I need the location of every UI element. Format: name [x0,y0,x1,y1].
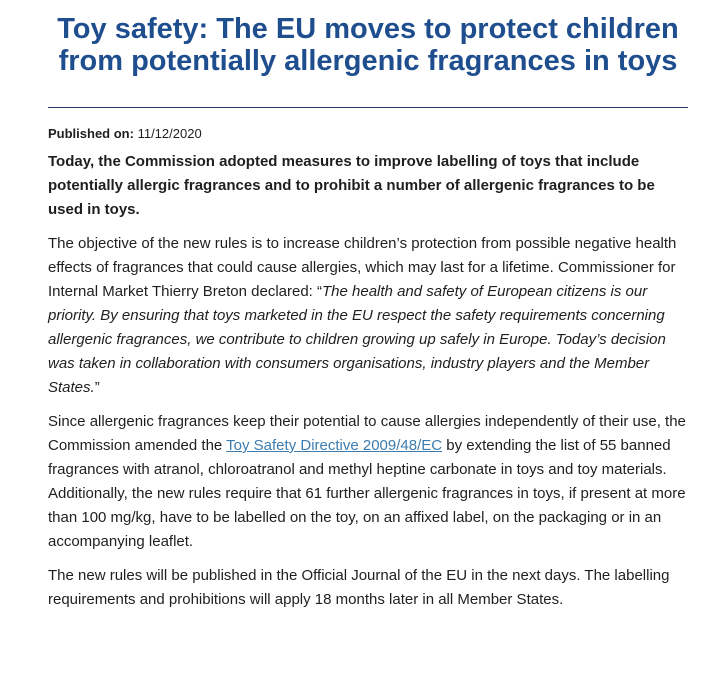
paragraph-directive [48,410,688,554]
paragraph-objective [48,232,688,400]
publication-info [48,126,688,142]
paragraph-directive-after: by extending the list of 55 banned fragrances with atranol, chloroatranol and methyl heptine carbonate in toys and toy materials. Additionally, the new rules require that 61 further allergenic fragrances in toys, if present at more than 100 mg/kg, have to be labelled on the toy, on an affixed label, on the packaging or in an accompanying leaflet. [48,437,686,550]
paragraph-objective-intro: The objective of the new rules is to increase children’s protection from possible negative health effects of fragrances that could cause allergies, which may last for a lifetime. Commissioner for Internal Market Thierry Breton declared: “ [48,235,677,300]
quote-close-mark: ” [94,379,100,396]
published-date: 11/12/2020 [137,126,202,141]
toy-safety-directive-link[interactable]: Toy Safety Directive 2009/48/EC [226,437,443,454]
published-label: Published on: [48,126,134,141]
commissioner-quote: The health and safety of European citizens is our priority. By ensuring that toys marketed in the EU respect the safety requirements concerning allergenic fragrances, we contribute to children growing up safely in Europe. Today’s decision was taken in collaboration with consumers organisations, industry players and the Member States. [48,283,666,396]
paragraph-directive-before: Since allergenic fragrances keep their potential to cause allergies independently of their use, the Commission amended the [48,413,686,454]
paragraph-publication: The new rules will be published in the Official Journal of the EU in the next days. The labelling requirements and prohibitions will apply 18 months later in all Member States. [48,567,670,608]
title-divider [48,107,688,108]
page-title: Toy safety: The EU moves to protect children from potentially allergenic fragrances in toys [57,13,679,77]
lead-paragraph: Today, the Commission adopted measures to improve labelling of toys that include potentially allergic fragrances and to prohibit a number of allergenic fragrances to be used in toys. [48,153,655,218]
